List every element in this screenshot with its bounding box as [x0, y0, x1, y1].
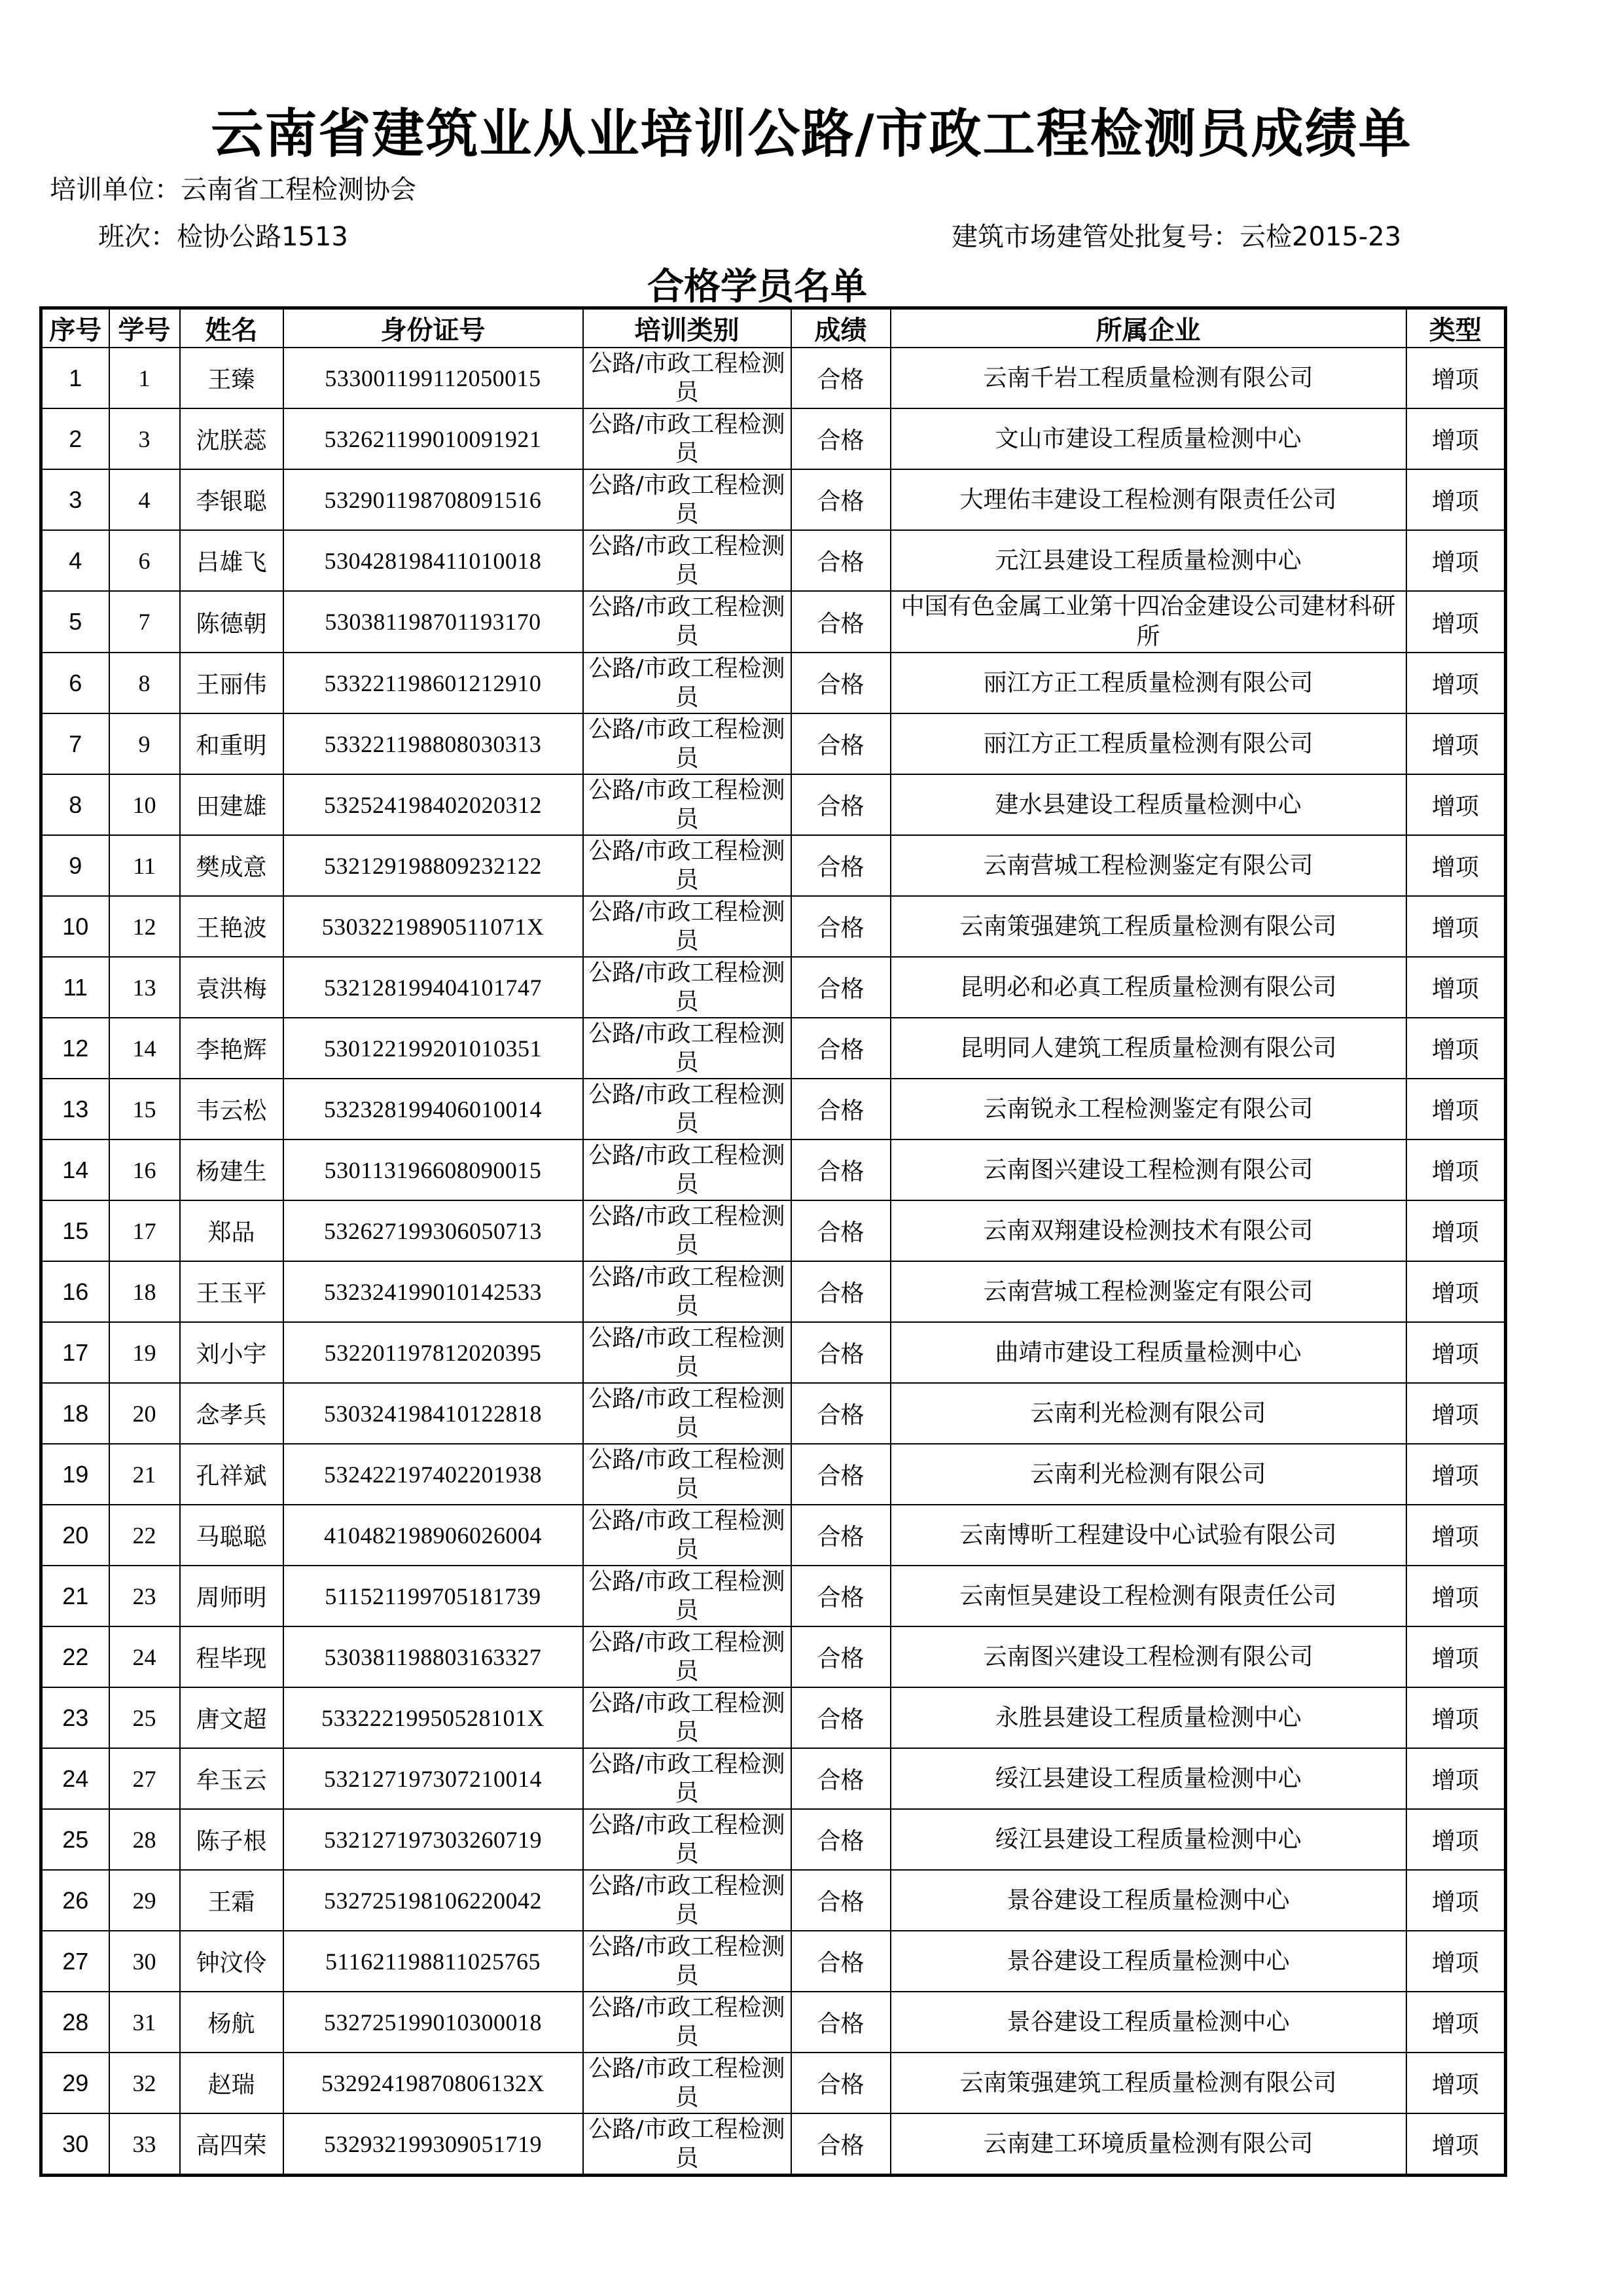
cell-name: 念孝兵	[180, 1383, 283, 1444]
cell-seq: 7	[41, 713, 109, 774]
cell-training-category: 公路/市政工程检测员	[583, 1444, 791, 1505]
header-company: 所属企业	[891, 308, 1406, 348]
cell-name: 唐文超	[180, 1687, 283, 1748]
cell-training-category: 公路/市政工程检测员	[583, 1566, 791, 1626]
cell-grade: 合格	[791, 1566, 891, 1626]
cell-id-number: 530122199201010351	[283, 1018, 583, 1079]
cell-id-number: 532725199010300018	[283, 1992, 583, 2053]
cell-name: 吕雄飞	[180, 530, 283, 591]
cell-type: 增项	[1406, 1261, 1506, 1322]
cell-name: 樊成意	[180, 835, 283, 896]
cell-training-category: 公路/市政工程检测员	[583, 1139, 791, 1200]
table-row	[41, 530, 1506, 591]
cell-student-no: 6	[109, 530, 180, 591]
cell-student-no: 21	[109, 1444, 180, 1505]
cell-student-no: 9	[109, 713, 180, 774]
cell-grade: 合格	[791, 408, 891, 469]
cell-grade: 合格	[791, 1931, 891, 1992]
cell-id-number: 532725198106220042	[283, 1870, 583, 1931]
header-row	[41, 308, 1506, 348]
cell-id-number: 532127197303260719	[283, 1809, 583, 1870]
cell-type: 增项	[1406, 1566, 1506, 1626]
cell-company: 建水县建设工程质量检测中心	[891, 774, 1406, 835]
cell-training-category: 公路/市政工程检测员	[583, 348, 791, 408]
table-row	[41, 1748, 1506, 1809]
cell-id-number: 530381198803163327	[283, 1626, 583, 1687]
cell-grade: 合格	[791, 1809, 891, 1870]
cell-grade: 合格	[791, 896, 891, 957]
cell-grade: 合格	[791, 469, 891, 530]
cell-type: 增项	[1406, 774, 1506, 835]
cell-type: 增项	[1406, 1626, 1506, 1687]
cell-seq: 13	[41, 1079, 109, 1139]
cell-training-category: 公路/市政工程检测员	[583, 1383, 791, 1444]
cell-grade: 合格	[791, 1748, 891, 1809]
cell-training-category: 公路/市政工程检测员	[583, 1809, 791, 1870]
cell-name: 田建雄	[180, 774, 283, 835]
cell-type: 增项	[1406, 713, 1506, 774]
cell-type: 增项	[1406, 2113, 1506, 2176]
cell-grade: 合格	[791, 1383, 891, 1444]
roster-body	[41, 348, 1506, 2176]
table-row	[41, 1383, 1506, 1444]
table-row	[41, 1018, 1506, 1079]
cell-seq: 26	[41, 1870, 109, 1931]
cell-student-no: 19	[109, 1322, 180, 1383]
cell-seq: 9	[41, 835, 109, 896]
cell-training-category: 公路/市政工程检测员	[583, 774, 791, 835]
cell-id-number: 532627199306050713	[283, 1200, 583, 1261]
cell-company: 云南策强建筑工程质量检测有限公司	[891, 896, 1406, 957]
cell-student-no: 29	[109, 1870, 180, 1931]
cell-training-category: 公路/市政工程检测员	[583, 957, 791, 1018]
cell-id-number: 532901198708091516	[283, 469, 583, 530]
table-row	[41, 957, 1506, 1018]
table-row	[41, 2113, 1506, 2176]
cell-grade: 合格	[791, 1992, 891, 2053]
cell-id-number: 530113196608090015	[283, 1139, 583, 1200]
cell-id-number: 533221198808030313	[283, 713, 583, 774]
cell-company: 景谷建设工程质量检测中心	[891, 1870, 1406, 1931]
cell-company: 云南建工环境质量检测有限公司	[891, 2113, 1406, 2176]
cell-company: 云南营城工程检测鉴定有限公司	[891, 1261, 1406, 1322]
cell-student-no: 23	[109, 1566, 180, 1626]
cell-seq: 24	[41, 1748, 109, 1809]
cell-student-no: 30	[109, 1931, 180, 1992]
cell-student-no: 7	[109, 591, 180, 653]
cell-company: 文山市建设工程质量检测中心	[891, 408, 1406, 469]
cell-type: 增项	[1406, 1322, 1506, 1383]
cell-student-no: 15	[109, 1079, 180, 1139]
cell-student-no: 20	[109, 1383, 180, 1444]
table-row	[41, 1931, 1506, 1992]
cell-grade: 合格	[791, 1870, 891, 1931]
cell-seq: 20	[41, 1505, 109, 1566]
cell-seq: 28	[41, 1992, 109, 2053]
cell-training-category: 公路/市政工程检测员	[583, 1200, 791, 1261]
cell-company: 云南利光检测有限公司	[891, 1383, 1406, 1444]
cell-type: 增项	[1406, 896, 1506, 957]
cell-training-category: 公路/市政工程检测员	[583, 469, 791, 530]
cell-grade: 合格	[791, 774, 891, 835]
cell-student-no: 12	[109, 896, 180, 957]
cell-seq: 1	[41, 348, 109, 408]
table-row	[41, 1261, 1506, 1322]
cell-name: 王玉平	[180, 1261, 283, 1322]
cell-id-number: 532524198402020312	[283, 774, 583, 835]
cell-student-no: 24	[109, 1626, 180, 1687]
header-seq: 序号	[41, 308, 109, 348]
cell-training-category: 公路/市政工程检测员	[583, 530, 791, 591]
cell-grade: 合格	[791, 348, 891, 408]
cell-grade: 合格	[791, 1444, 891, 1505]
cell-seq: 23	[41, 1687, 109, 1748]
cell-seq: 3	[41, 469, 109, 530]
cell-name: 王丽伟	[180, 653, 283, 713]
header-id-number: 身份证号	[283, 308, 583, 348]
cell-name: 程毕现	[180, 1626, 283, 1687]
cell-seq: 12	[41, 1018, 109, 1079]
cell-type: 增项	[1406, 1748, 1506, 1809]
cell-type: 增项	[1406, 1931, 1506, 1992]
table-row	[41, 1687, 1506, 1748]
cell-grade: 合格	[791, 2053, 891, 2113]
cell-grade: 合格	[791, 1505, 891, 1566]
cell-student-no: 31	[109, 1992, 180, 2053]
cell-grade: 合格	[791, 530, 891, 591]
cell-grade: 合格	[791, 1018, 891, 1079]
cell-training-category: 公路/市政工程检测员	[583, 1870, 791, 1931]
cell-student-no: 17	[109, 1200, 180, 1261]
cell-name: 杨航	[180, 1992, 283, 2053]
cell-seq: 16	[41, 1261, 109, 1322]
cell-training-category: 公路/市政工程检测员	[583, 1626, 791, 1687]
cell-training-category: 公路/市政工程检测员	[583, 1322, 791, 1383]
table-row	[41, 591, 1506, 653]
table-row	[41, 896, 1506, 957]
cell-grade: 合格	[791, 2113, 891, 2176]
cell-id-number: 532324199010142533	[283, 1261, 583, 1322]
table-row	[41, 1992, 1506, 2053]
cell-student-no: 10	[109, 774, 180, 835]
cell-type: 增项	[1406, 591, 1506, 653]
cell-type: 增项	[1406, 1809, 1506, 1870]
cell-type: 增项	[1406, 348, 1506, 408]
cell-seq: 18	[41, 1383, 109, 1444]
cell-name: 钟汶伶	[180, 1931, 283, 1992]
cell-name: 和重明	[180, 713, 283, 774]
cell-grade: 合格	[791, 1079, 891, 1139]
cell-id-number: 53032219890511071X	[283, 896, 583, 957]
cell-seq: 6	[41, 653, 109, 713]
cell-type: 增项	[1406, 469, 1506, 530]
cell-id-number: 530381198701193170	[283, 591, 583, 653]
cell-company: 绥江县建设工程质量检测中心	[891, 1748, 1406, 1809]
cell-grade: 合格	[791, 1139, 891, 1200]
table-row	[41, 1322, 1506, 1383]
cell-id-number: 530324198410122818	[283, 1383, 583, 1444]
table-row	[41, 1809, 1506, 1870]
cell-training-category: 公路/市政工程检测员	[583, 2053, 791, 2113]
cell-training-category: 公路/市政工程检测员	[583, 2113, 791, 2176]
cell-student-no: 16	[109, 1139, 180, 1200]
header-type: 类型	[1406, 308, 1506, 348]
cell-seq: 11	[41, 957, 109, 1018]
cell-id-number: 532422197402201938	[283, 1444, 583, 1505]
cell-training-category: 公路/市政工程检测员	[583, 896, 791, 957]
cell-grade: 合格	[791, 1200, 891, 1261]
cell-company: 曲靖市建设工程质量检测中心	[891, 1322, 1406, 1383]
cell-company: 云南千岩工程质量检测有限公司	[891, 348, 1406, 408]
cell-name: 陈德朝	[180, 591, 283, 653]
cell-company: 云南恒昊建设工程检测有限责任公司	[891, 1566, 1406, 1626]
cell-seq: 22	[41, 1626, 109, 1687]
training-unit: 培训单位：云南省工程检测协会	[50, 175, 416, 205]
cell-grade: 合格	[791, 957, 891, 1018]
cell-training-category: 公路/市政工程检测员	[583, 1079, 791, 1139]
cell-grade: 合格	[791, 1322, 891, 1383]
cell-type: 增项	[1406, 530, 1506, 591]
cell-student-no: 33	[109, 2113, 180, 2176]
cell-name: 李银聪	[180, 469, 283, 530]
cell-student-no: 32	[109, 2053, 180, 2113]
cell-id-number: 530428198411010018	[283, 530, 583, 591]
cell-name: 赵瑞	[180, 2053, 283, 2113]
cell-student-no: 27	[109, 1748, 180, 1809]
cell-seq: 27	[41, 1931, 109, 1992]
cell-id-number: 533221198601212910	[283, 653, 583, 713]
cell-name: 王霜	[180, 1870, 283, 1931]
cell-training-category: 公路/市政工程检测员	[583, 1992, 791, 2053]
cell-company: 云南双翔建设检测技术有限公司	[891, 1200, 1406, 1261]
cell-company: 中国有色金属工业第十四冶金建设公司建材科研所	[891, 591, 1406, 653]
cell-company: 云南利光检测有限公司	[891, 1444, 1406, 1505]
cell-training-category: 公路/市政工程检测员	[583, 1261, 791, 1322]
cell-name: 沈朕蕊	[180, 408, 283, 469]
cell-training-category: 公路/市政工程检测员	[583, 1748, 791, 1809]
cell-company: 云南营城工程检测鉴定有限公司	[891, 835, 1406, 896]
cell-student-no: 13	[109, 957, 180, 1018]
table-row	[41, 469, 1506, 530]
header-training-category: 培训类别	[583, 308, 791, 348]
cell-seq: 25	[41, 1809, 109, 1870]
cell-student-no: 25	[109, 1687, 180, 1748]
cell-company: 昆明同人建筑工程质量检测有限公司	[891, 1018, 1406, 1079]
cell-company: 绥江县建设工程质量检测中心	[891, 1809, 1406, 1870]
cell-type: 增项	[1406, 1687, 1506, 1748]
cell-training-category: 公路/市政工程检测员	[583, 653, 791, 713]
cell-seq: 14	[41, 1139, 109, 1200]
cell-name: 刘小宇	[180, 1322, 283, 1383]
cell-grade: 合格	[791, 1626, 891, 1687]
roster-table	[39, 306, 1507, 2177]
cell-grade: 合格	[791, 835, 891, 896]
class-info: 班次：检协公路1513	[98, 222, 348, 252]
cell-id-number: 53292419870806132X	[283, 2053, 583, 2113]
cell-id-number: 511621198811025765	[283, 1931, 583, 1992]
cell-seq: 29	[41, 2053, 109, 2113]
cell-type: 增项	[1406, 1992, 1506, 2053]
cell-name: 王臻	[180, 348, 283, 408]
cell-company: 永胜县建设工程质量检测中心	[891, 1687, 1406, 1748]
cell-name: 陈子根	[180, 1809, 283, 1870]
cell-type: 增项	[1406, 408, 1506, 469]
cell-company: 云南图兴建设工程检测有限公司	[891, 1139, 1406, 1200]
cell-training-category: 公路/市政工程检测员	[583, 1018, 791, 1079]
cell-company: 云南策强建筑工程质量检测有限公司	[891, 2053, 1406, 2113]
cell-training-category: 公路/市政工程检测员	[583, 835, 791, 896]
cell-company: 大理佑丰建设工程检测有限责任公司	[891, 469, 1406, 530]
cell-seq: 17	[41, 1322, 109, 1383]
cell-seq: 21	[41, 1566, 109, 1626]
cell-student-no: 14	[109, 1018, 180, 1079]
cell-seq: 8	[41, 774, 109, 835]
cell-seq: 15	[41, 1200, 109, 1261]
cell-type: 增项	[1406, 957, 1506, 1018]
cell-type: 增项	[1406, 1139, 1506, 1200]
cell-name: 高四荣	[180, 2113, 283, 2176]
cell-type: 增项	[1406, 1870, 1506, 1931]
table-row	[41, 348, 1506, 408]
cell-company: 云南博昕工程建设中心试验有限公司	[891, 1505, 1406, 1566]
cell-seq: 5	[41, 591, 109, 653]
header-grade: 成绩	[791, 308, 891, 348]
cell-type: 增项	[1406, 1018, 1506, 1079]
cell-type: 增项	[1406, 653, 1506, 713]
table-row	[41, 1870, 1506, 1931]
cell-training-category: 公路/市政工程检测员	[583, 713, 791, 774]
cell-type: 增项	[1406, 1444, 1506, 1505]
cell-student-no: 8	[109, 653, 180, 713]
table-row	[41, 2053, 1506, 2113]
cell-company: 云南图兴建设工程检测有限公司	[891, 1626, 1406, 1687]
table-row	[41, 408, 1506, 469]
cell-name: 孔祥斌	[180, 1444, 283, 1505]
cell-name: 牟玉云	[180, 1748, 283, 1809]
cell-training-category: 公路/市政工程检测员	[583, 1505, 791, 1566]
table-row	[41, 835, 1506, 896]
cell-company: 丽江方正工程质量检测有限公司	[891, 653, 1406, 713]
header-student-no: 学号	[109, 308, 180, 348]
cell-grade: 合格	[791, 653, 891, 713]
table-row	[41, 774, 1506, 835]
cell-training-category: 公路/市政工程检测员	[583, 1687, 791, 1748]
cell-name: 杨建生	[180, 1139, 283, 1200]
cell-type: 增项	[1406, 1079, 1506, 1139]
cell-training-category: 公路/市政工程检测员	[583, 1931, 791, 1992]
cell-name: 李艳辉	[180, 1018, 283, 1079]
cell-grade: 合格	[791, 713, 891, 774]
cell-id-number: 53322219950528101X	[283, 1687, 583, 1748]
table-row	[41, 1139, 1506, 1200]
cell-id-number: 532128199404101747	[283, 957, 583, 1018]
cell-id-number: 532127197307210014	[283, 1748, 583, 1809]
cell-company: 景谷建设工程质量检测中心	[891, 1992, 1406, 2053]
cell-id-number: 532129198809232122	[283, 835, 583, 896]
cell-type: 增项	[1406, 1505, 1506, 1566]
cell-seq: 10	[41, 896, 109, 957]
cell-student-no: 28	[109, 1809, 180, 1870]
cell-grade: 合格	[791, 1687, 891, 1748]
cell-company: 云南锐永工程检测鉴定有限公司	[891, 1079, 1406, 1139]
cell-name: 郑品	[180, 1200, 283, 1261]
cell-id-number: 532328199406010014	[283, 1079, 583, 1139]
list-title: 合格学员名单	[647, 266, 867, 308]
cell-name: 马聪聪	[180, 1505, 283, 1566]
cell-name: 韦云松	[180, 1079, 283, 1139]
table-row	[41, 1626, 1506, 1687]
cell-type: 增项	[1406, 835, 1506, 896]
cell-training-category: 公路/市政工程检测员	[583, 408, 791, 469]
cell-grade: 合格	[791, 591, 891, 653]
cell-type: 增项	[1406, 2053, 1506, 2113]
cell-student-no: 18	[109, 1261, 180, 1322]
cell-id-number: 532621199010091921	[283, 408, 583, 469]
cell-name: 周师明	[180, 1566, 283, 1626]
cell-company: 元江县建设工程质量检测中心	[891, 530, 1406, 591]
table-row	[41, 1566, 1506, 1626]
table-row	[41, 1444, 1506, 1505]
cell-training-category: 公路/市政工程检测员	[583, 591, 791, 653]
table-row	[41, 1505, 1506, 1566]
table-row	[41, 653, 1506, 713]
cell-student-no: 1	[109, 348, 180, 408]
approval-number: 建筑市场建管处批复号：云检2015-23	[952, 222, 1402, 252]
table-row	[41, 1200, 1506, 1261]
cell-seq: 19	[41, 1444, 109, 1505]
cell-student-no: 11	[109, 835, 180, 896]
cell-id-number: 511521199705181739	[283, 1566, 583, 1626]
cell-company: 丽江方正工程质量检测有限公司	[891, 713, 1406, 774]
cell-type: 增项	[1406, 1200, 1506, 1261]
cell-student-no: 22	[109, 1505, 180, 1566]
cell-grade: 合格	[791, 1261, 891, 1322]
cell-name: 袁洪梅	[180, 957, 283, 1018]
cell-seq: 30	[41, 2113, 109, 2176]
cell-id-number: 533001199112050015	[283, 348, 583, 408]
cell-id-number: 410482198906026004	[283, 1505, 583, 1566]
cell-student-no: 3	[109, 408, 180, 469]
cell-company: 景谷建设工程质量检测中心	[891, 1931, 1406, 1992]
cell-id-number: 532201197812020395	[283, 1322, 583, 1383]
table-row	[41, 713, 1506, 774]
cell-name: 王艳波	[180, 896, 283, 957]
cell-type: 增项	[1406, 1383, 1506, 1444]
cell-seq: 4	[41, 530, 109, 591]
table-row	[41, 1079, 1506, 1139]
cell-company: 昆明必和必真工程质量检测有限公司	[891, 957, 1406, 1018]
document-title: 云南省建筑业从业培训公路/市政工程检测员成绩单	[211, 103, 1412, 164]
cell-seq: 2	[41, 408, 109, 469]
header-name: 姓名	[180, 308, 283, 348]
cell-student-no: 4	[109, 469, 180, 530]
cell-id-number: 532932199309051719	[283, 2113, 583, 2176]
